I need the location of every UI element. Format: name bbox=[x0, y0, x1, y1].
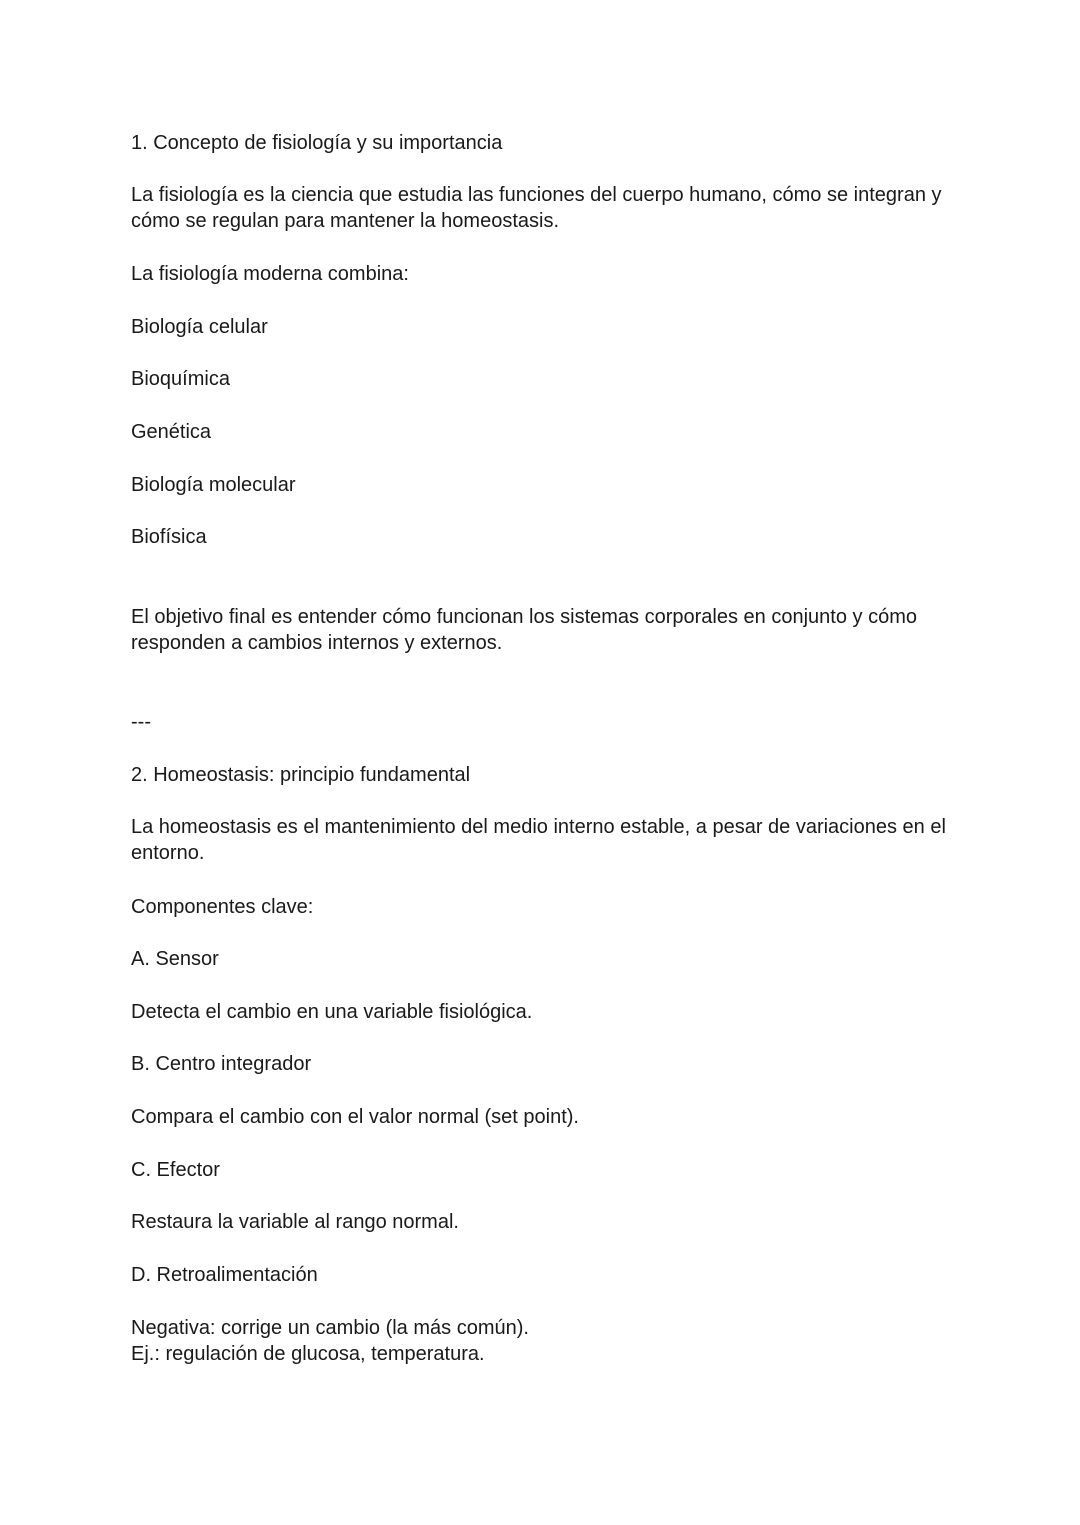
integrator-description: Compara el cambio con el valor normal (set point). bbox=[131, 1106, 579, 1128]
physiology-definition-line-1: La fisiología es la ciencia que estudia las funciones del cuerpo humano, cómo se integran y bbox=[131, 184, 942, 206]
integrator-title: B. Centro integrador bbox=[131, 1053, 312, 1075]
discipline-item: Genética bbox=[131, 421, 212, 443]
negative-feedback-line-1: Negativa: corrige un cambio (la más común). bbox=[131, 1317, 529, 1339]
negative-feedback-line-2: Ej.: regulación de glucosa, temperatura. bbox=[131, 1343, 485, 1365]
feedback-title: D. Retroalimentación bbox=[131, 1264, 318, 1286]
section-2-heading: 2. Homeostasis: principio fundamental bbox=[131, 764, 471, 786]
sensor-description: Detecta el cambio en una variable fisiológica. bbox=[131, 1001, 533, 1023]
section-separator: --- bbox=[131, 711, 151, 733]
effector-description: Restaura la variable al rango normal. bbox=[131, 1211, 459, 1233]
section-1-heading: 1. Concepto de fisiología y su importancia bbox=[131, 132, 503, 154]
discipline-item: Biofísica bbox=[131, 526, 207, 548]
sensor-title: A. Sensor bbox=[131, 948, 219, 970]
discipline-item: Biología molecular bbox=[131, 474, 296, 496]
objective-line-2: responden a cambios internos y externos. bbox=[131, 632, 503, 654]
homeostasis-definition-line-2: entorno. bbox=[131, 842, 205, 864]
homeostasis-definition-line-1: La homeostasis es el mantenimiento del medio interno estable, a pesar de variaciones en el bbox=[131, 816, 946, 838]
discipline-item: Biología celular bbox=[131, 316, 268, 338]
effector-title: C. Efector bbox=[131, 1159, 220, 1181]
objective-line-1: El objetivo final es entender cómo funcionan los sistemas corporales en conjunto y cómo bbox=[131, 606, 917, 628]
physiology-definition-line-2: cómo se regulan para mantener la homeostasis. bbox=[131, 210, 560, 232]
combines-intro: La fisiología moderna combina: bbox=[131, 263, 409, 285]
components-intro: Componentes clave: bbox=[131, 896, 314, 918]
discipline-item: Bioquímica bbox=[131, 368, 230, 390]
